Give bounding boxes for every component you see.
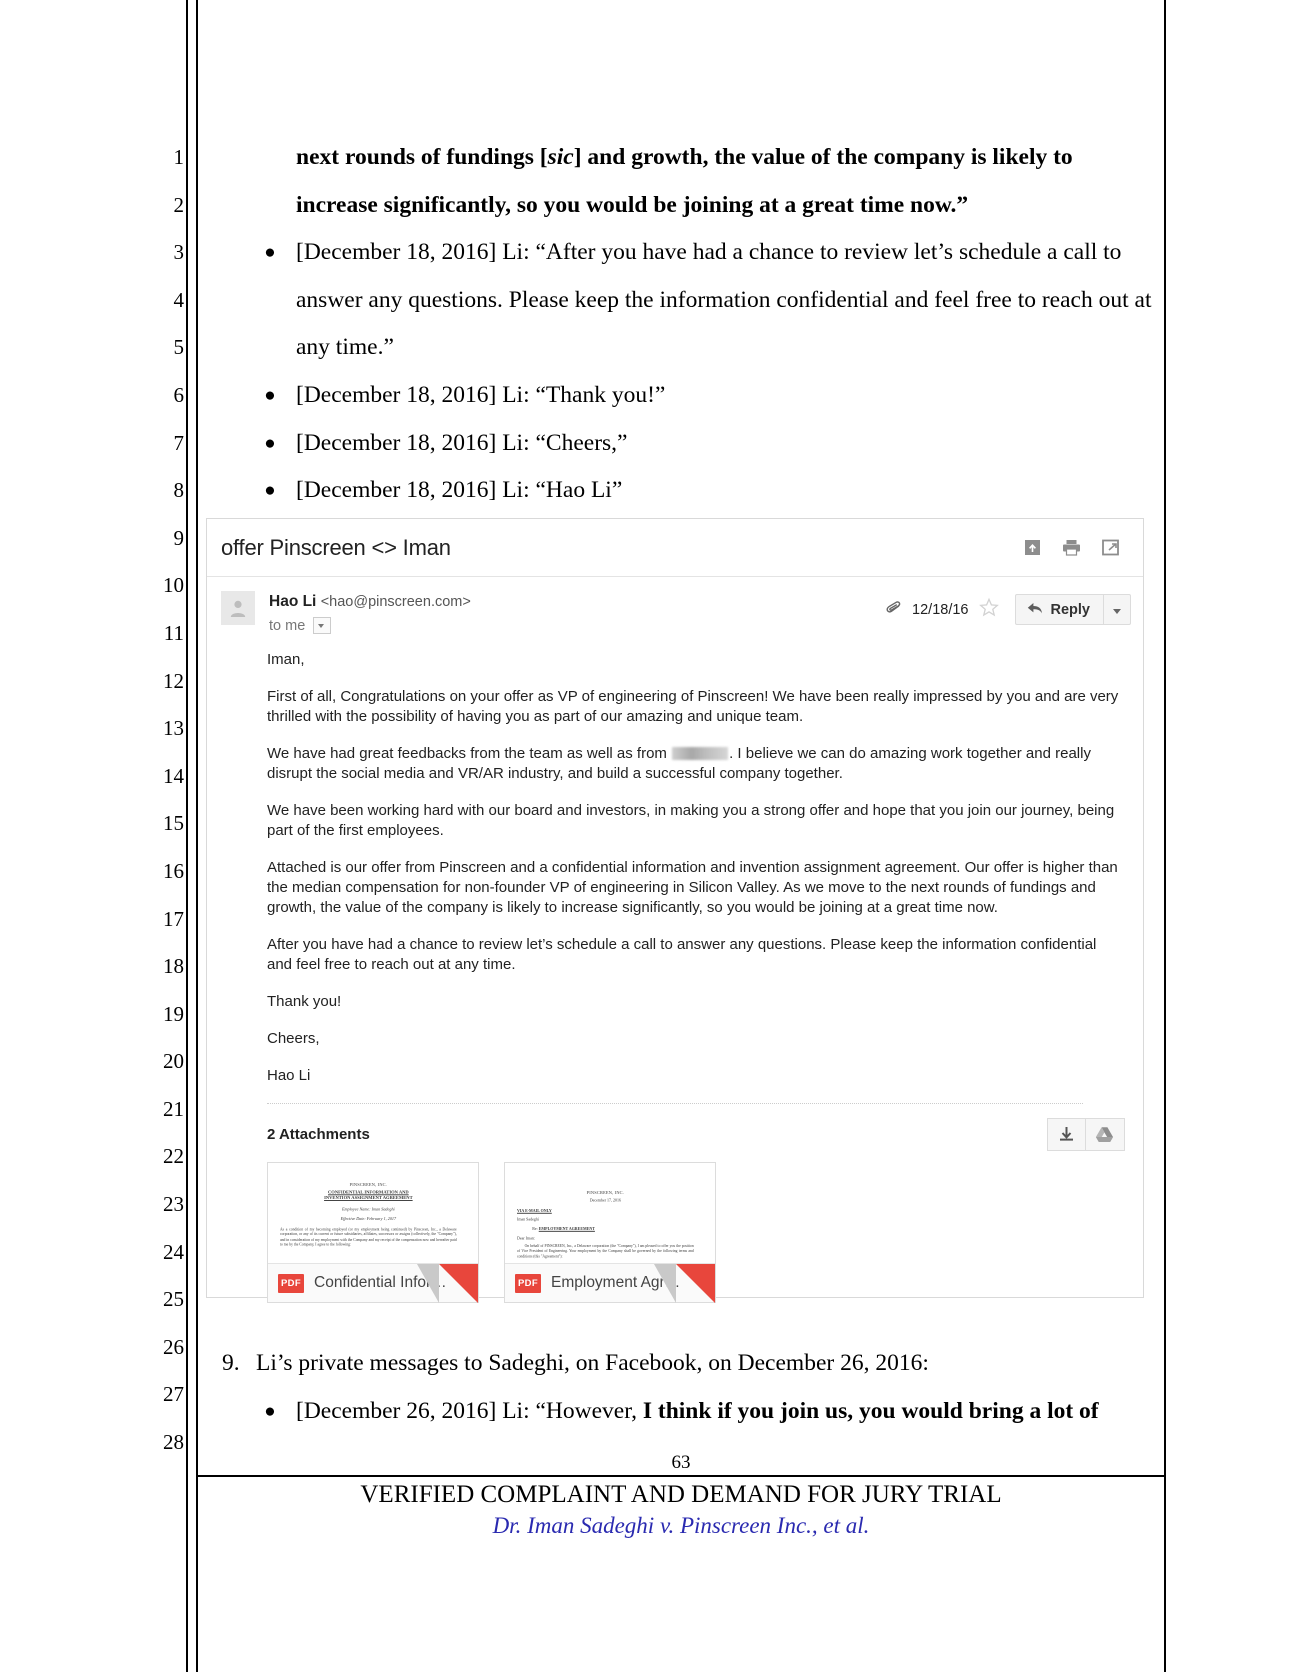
line-number: 22	[163, 1144, 184, 1169]
bullet-item	[222, 229, 1152, 372]
reply-arrow-icon	[1027, 601, 1043, 619]
bullet-text: [December 18, 2016] Li: “After you have had a chance to review let’s schedule a call to answer any questions. Please keep the information confidential and feel free to reach out at any time.”	[296, 239, 1152, 361]
redacted-paragraph-part2: . I believe we can do amazing work together and really disrupt the social media and VR/AR industry, and build a successful company together.	[267, 745, 1091, 782]
line-number: 17	[163, 906, 184, 931]
thumb-delivery-method: VIA E-MAIL ONLY	[517, 1208, 552, 1213]
sender-details	[269, 591, 885, 634]
thumb-date: December 17, 2016	[589, 1197, 621, 1203]
email-paragraph: Iman,	[267, 651, 305, 668]
thumb-re-value: EMPLOYMENT AGREEMENT	[538, 1226, 595, 1231]
line-number: 20	[163, 1049, 184, 1074]
line-number: 18	[163, 954, 184, 979]
attachment-filename[interactable]: Confidential Infor…	[314, 1274, 447, 1291]
quote-continuation	[222, 134, 1152, 229]
document-body-lower	[222, 1340, 1152, 1435]
star-icon[interactable]	[979, 598, 999, 622]
bullet-dot: ●	[264, 1400, 276, 1422]
numbered-paragraph	[222, 1340, 1152, 1388]
pdf-corner-shadow	[417, 1264, 439, 1303]
reply-button-group	[1015, 594, 1132, 625]
open-in-new-window-icon[interactable]	[1102, 539, 1119, 556]
line-number: 11	[163, 620, 184, 645]
page-number: 63	[671, 1452, 691, 1473]
footer-case-caption: Dr. Iman Sadeghi v. Pinscreen Inc., et al.	[492, 1513, 870, 1538]
bullet-dot: ●	[264, 432, 276, 454]
paragraph-text: Li’s private messages to Sadeghi, on Facebook, on December 26, 2016:	[256, 1350, 929, 1376]
quote-continuation-line2: increase significantly, so you would be joining at a great time now.”	[296, 191, 969, 218]
document-body	[222, 134, 1152, 515]
line-number: 24	[163, 1239, 184, 1264]
line-number-gutter	[140, 134, 184, 1467]
thumbnail-document-preview	[517, 1190, 694, 1268]
footer-title: VERIFIED COMPLAINT AND DEMAND FOR JURY TRIAL	[360, 1481, 1002, 1508]
line-number: 15	[163, 811, 184, 836]
line-number: 23	[163, 1192, 184, 1217]
line-number: 3	[173, 240, 184, 265]
thumb-re-label: Re:	[532, 1226, 538, 1231]
move-to-inbox-icon[interactable]	[1024, 539, 1041, 556]
thumb-re-line	[517, 1226, 694, 1231]
bullet-text: [December 18, 2016] Li: “Cheers,”	[296, 429, 628, 456]
reply-label: Reply	[1050, 601, 1090, 618]
bullet-dot: ●	[264, 242, 276, 264]
recipient-label: to me	[269, 617, 306, 634]
bullet-item	[222, 420, 1152, 468]
save-to-drive-button[interactable]	[1086, 1118, 1125, 1151]
attachments-actions	[1047, 1118, 1125, 1151]
line-number: 21	[163, 1096, 184, 1121]
bullet-item	[222, 1388, 1152, 1436]
attachment-thumbnail	[505, 1163, 715, 1263]
line-number: 2	[173, 192, 184, 217]
email-paragraph-redacted	[267, 744, 1123, 784]
attachment-label-bar	[268, 1263, 478, 1302]
attachment-list	[207, 1151, 1143, 1303]
sic-marker: sic	[547, 144, 574, 170]
line-number: 7	[173, 430, 184, 455]
line-number: 6	[173, 382, 184, 407]
quote-continuation-part2: ] and growth, the value of the company is likely to	[573, 144, 1073, 170]
email-paragraph: Thank you!	[267, 993, 342, 1010]
paperclip-icon	[885, 600, 902, 620]
print-icon[interactable]	[1062, 539, 1081, 556]
email-subject-bar	[207, 519, 1143, 577]
email-sender-row	[207, 577, 1143, 644]
attachments-count-label: 2 Attachments	[267, 1126, 370, 1143]
reply-options-button[interactable]	[1104, 594, 1131, 625]
line-number: 28	[163, 1430, 184, 1455]
pdf-corner-fold	[676, 1264, 715, 1303]
pdf-icon: PDF	[515, 1274, 541, 1293]
line-number: 4	[173, 287, 184, 312]
sender-line	[269, 592, 885, 612]
thumb-field-date: Effective Date: February 1, 2017	[340, 1216, 397, 1221]
bullet-item	[222, 372, 1152, 420]
email-paragraph: Cheers,	[267, 1030, 320, 1047]
thumbnail-document-preview	[280, 1182, 457, 1248]
line-number: 9	[173, 525, 184, 550]
email-paragraph: Attached is our offer from Pinscreen and a confidential information and invention assignment agreement. Our offer is higher than the median compensation for non-founder VP of engineering in Silicon Valley. As we move to the next rounds of fundings and growth, the value of the company is likely to increase significantly, so you would be joining at a great time now.	[267, 859, 1118, 916]
line-number: 27	[163, 1382, 184, 1407]
thumb-title-line2: INVENTION ASSIGNMENT AGREEMENT	[324, 1196, 413, 1201]
line-number: 19	[163, 1001, 184, 1026]
chevron-down-icon[interactable]	[313, 617, 331, 634]
reply-button[interactable]	[1015, 594, 1105, 625]
line-number: 26	[163, 1334, 184, 1359]
bullet-text-plain: [December 26, 2016] Li: “However,	[296, 1397, 643, 1424]
email-header-actions	[1024, 539, 1129, 556]
email-body	[207, 644, 1143, 1086]
bullet-dot: ●	[264, 480, 276, 502]
bullet-text-emphasis: I think if you join us, you would bring a lot of	[642, 1397, 1099, 1424]
attachment-card[interactable]	[267, 1162, 479, 1303]
bullet-item	[222, 467, 1152, 515]
redacted-paragraph-part1: We have had great feedbacks from the team as well as from	[267, 745, 672, 762]
thumb-body-text: On behalf of PINSCREEN, Inc., a Delaware corporation (the "Company"), I am pleased to offer you the position of Vice President of Engineering. Your employment by the Company shall be governed by the following terms and conditions (this "Agreement"):	[517, 1244, 694, 1259]
pleading-rule-left-outer	[186, 0, 188, 1672]
pleading-rule-right	[1164, 0, 1166, 1672]
line-number: 1	[173, 145, 184, 169]
sender-email: <hao@pinscreen.com>	[320, 594, 471, 610]
email-paragraph: After you have had a chance to review let’s schedule a call to answer any questions. Please keep the information confidential and feel free to reach out at any time.	[267, 936, 1097, 973]
thumb-addressee: Iman Sadeghi	[517, 1216, 539, 1222]
bullet-text: [December 18, 2016] Li: “Thank you!”	[296, 381, 666, 408]
pdf-icon: PDF	[278, 1274, 304, 1293]
attachment-label-bar	[505, 1263, 715, 1302]
thumb-field-employee: Employee Name: Iman Sadeghi	[341, 1206, 395, 1212]
line-number: 12	[163, 668, 184, 693]
attachments-header	[207, 1104, 1143, 1151]
email-meta-actions	[885, 591, 1131, 625]
attachment-thumbnail	[268, 1163, 478, 1263]
pdf-corner-fold	[439, 1264, 478, 1303]
gmail-email-screenshot	[206, 518, 1144, 1298]
line-number: 16	[163, 858, 184, 883]
bullet-dot: ●	[264, 384, 276, 406]
line-number: 13	[163, 716, 184, 741]
attachment-card[interactable]	[504, 1162, 716, 1303]
redaction-block	[672, 747, 728, 760]
sender-name[interactable]: Hao Li	[269, 593, 317, 610]
thumb-title-line1: CONFIDENTIAL INFORMATION AND	[328, 1190, 409, 1196]
footer-divider	[196, 1475, 1166, 1477]
download-all-button[interactable]	[1047, 1118, 1086, 1151]
email-paragraph: First of all, Congratulations on your offer as VP of engineering of Pinscreen! We have been really impressed by you and are very thrilled with the possibility of having you as part of our amazing and unique team.	[267, 688, 1119, 725]
email-date: 12/18/16	[912, 601, 969, 618]
thumb-body-text: As a condition of my becoming employed (or my employment being continued) by Pinscreen, Inc., a Delaware corporation, or any of its current or future subsidiaries, affiliates, successors or assigns (collectively, the "Company"), and in consideration of my employment with the Company and my receipt of the compensation now and hereafter paid to me by the Company, I agree to the following:	[280, 1227, 457, 1247]
attachment-filename[interactable]: Employment Agr…	[551, 1274, 681, 1291]
pdf-corner-shadow	[654, 1264, 676, 1303]
email-paragraph: Hao Li	[267, 1067, 311, 1084]
line-number: 25	[163, 1287, 184, 1312]
line-number: 8	[173, 478, 184, 503]
avatar	[221, 591, 255, 625]
bullet-text	[296, 1388, 1152, 1436]
line-number: 5	[173, 335, 184, 360]
recipient-line	[269, 617, 885, 634]
line-number: 10	[163, 573, 184, 598]
pleading-rule-left-inner	[196, 0, 198, 1672]
paragraph-number: 9.	[222, 1350, 240, 1376]
quote-continuation-part1: next rounds of fundings [	[296, 144, 548, 170]
line-number: 14	[163, 763, 184, 788]
bullet-text: [December 18, 2016] Li: “Hao Li”	[296, 477, 623, 504]
thumb-company: PINSCREEN, INC.	[349, 1182, 388, 1187]
email-subject: offer Pinscreen <> Iman	[221, 534, 451, 560]
thumb-company: PINSCREEN, INC.	[586, 1190, 625, 1195]
thumb-salutation: Dear Iman:	[517, 1235, 536, 1241]
email-paragraph: We have been working hard with our board and investors, in making you a strong offer and hope that you join our journey, being part of the first employees.	[267, 802, 1115, 839]
